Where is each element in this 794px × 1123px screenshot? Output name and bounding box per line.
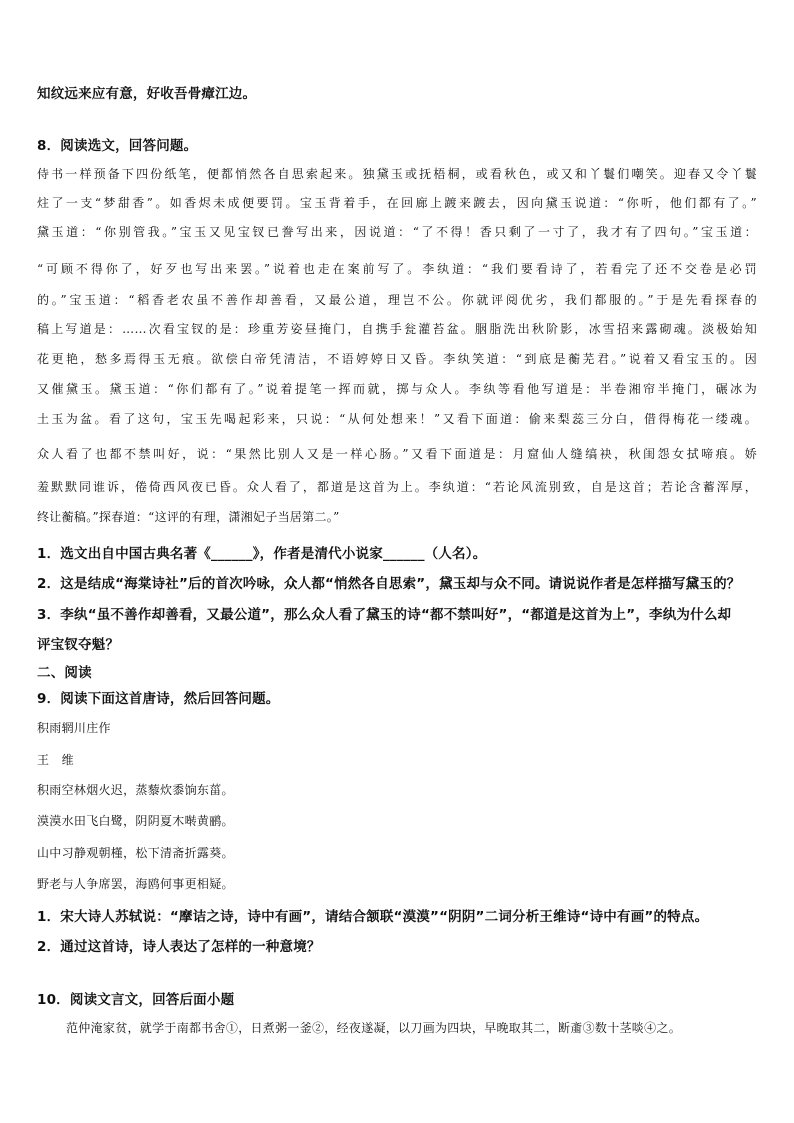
passage-line: 花更艳，愁多焉得玉无痕。欲偿白帝凭清洁，不语婷婷日又昏。李纨笑道：“到底是蘅芜君。”说着又看宝玉的。因 — [37, 352, 757, 366]
passage-line: 黛玉道：“你别管我。”宝玉又见宝钗已誊写出来，因说道：“了不得！香只剩了一寸了，我才有了四句。”宝玉道： — [37, 225, 757, 239]
poem-line: 野老与人争席罢，海鸥何事更相疑。 — [37, 877, 234, 891]
passage-line: 土玉为盆。看了这句，宝玉先喝起彩来，只说：“从何处想来！”又看下面道：偷来梨蕊三分白，借得梅花一缕魂。 — [37, 412, 757, 426]
passage-line: 侍书一样预备下四份纸笔，便都悄然各自思索起来。独黛玉或抚梧桐，或看秋色，或又和丫鬟们嘲笑。迎春又令丫鬟 — [37, 167, 757, 181]
question-8-1: 1．选文出自中国古典名著《______》，作者是清代小说家______（人名）。 — [37, 546, 487, 562]
question-8-3: 3．李纨“虽不善作却善看，又最公道”，那么众人看了黛玉的诗“都不禁叫好”，“都道是这首为上”，李纨为什么却 — [37, 607, 732, 623]
passage-line: 终让蘅稿。”探春道：“这评的有理，潇湘妃子当居第二。” — [37, 510, 340, 524]
passage-line: 羞默默同谁诉，倦倚西风夜已昏。众人看了，都道是这首为上。李纨道：“若论风流别致，自是这首；若论含蓄浑厚， — [37, 480, 757, 494]
poem-author: 王 维 — [37, 753, 74, 767]
section-heading: 二、阅读 — [37, 665, 92, 681]
question-9-1: 1．宋大诗人苏轼说：“摩诘之诗，诗中有画”，请结合颔联“漠漠”“阴阴”二词分析王维诗“诗中有画”的特点。 — [37, 909, 709, 925]
passage-line: 的。”宝玉道：“稻香老农虽不善作却善看，又最公道，理岂不公。你就评阅优劣，我们都服的。”于是先看探春的 — [37, 293, 757, 307]
question-8-heading: 8．阅读选文，回答问题。 — [37, 138, 198, 154]
passage-line: 炷了一支“梦甜香”。如香烬未成便要罚。宝玉背着手，在回廊上踱来踱去，因向黛玉说道：“你听，他们都有了。” — [37, 196, 757, 210]
passage-line: “可顾不得你了，好歹也写出来罢。”说着也走在案前写了。李纨道：“我们要看诗了，若看完了还不交卷是必罚 — [37, 262, 757, 276]
question-9-heading: 9．阅读下面这首唐诗，然后回答问题。 — [37, 691, 280, 707]
poem-line: 积雨空林烟火迟，蒸藜炊黍饷东菑。 — [37, 783, 234, 797]
poem-closing-line: 知纹远来应有意，好收吾骨瘴江边。 — [37, 86, 257, 102]
poem-line: 漠漠水田飞白鹭，阴阴夏木啭黄鹂。 — [37, 814, 234, 828]
question-9-2: 2．通过这首诗，诗人表达了怎样的一种意境？ — [37, 939, 321, 955]
passage-line: 稿上写道是：……次看宝钗的是：珍重芳姿昼掩门，自携手瓮灌苔盆。胭脂洗出秋阶影，冰雪招来露砌魂。淡极始知 — [37, 322, 757, 336]
poem-line: 山中习静观朝槿，松下清斋折露葵。 — [37, 846, 234, 860]
passage-line: 又催黛玉。黛玉道：“你们都有了。”说着提笔一挥而就，掷与众人。李纨等看他写道是：半卷湘帘半掩门，碾冰为 — [37, 382, 757, 396]
question-10-heading: 10．阅读文言文，回答后面小题 — [37, 992, 235, 1008]
passage-line: 众人看了也都不禁叫好，说：“果然比别人又是一样心肠。”又看下面道是：月窟仙人缝缟袂，秋闺怨女拭啼痕。娇 — [37, 447, 757, 461]
question-8-2: 2．这是结成“海棠诗社”后的首次吟咏，众人都“悄然各自思索”，黛玉却与众不同。请说说作者是怎样描写黛玉的？ — [37, 576, 741, 592]
classical-passage-line: 范仲淹家贫，就学于南都书舍①，日煮粥一釜②，经夜遂凝，以刀画为四块，早晚取其二，断齑③数十茎啖④之。 — [66, 1021, 682, 1035]
poem-title: 积雨辋川庄作 — [37, 721, 111, 735]
question-8-3-continued: 评宝钗夺魁？ — [37, 637, 120, 653]
